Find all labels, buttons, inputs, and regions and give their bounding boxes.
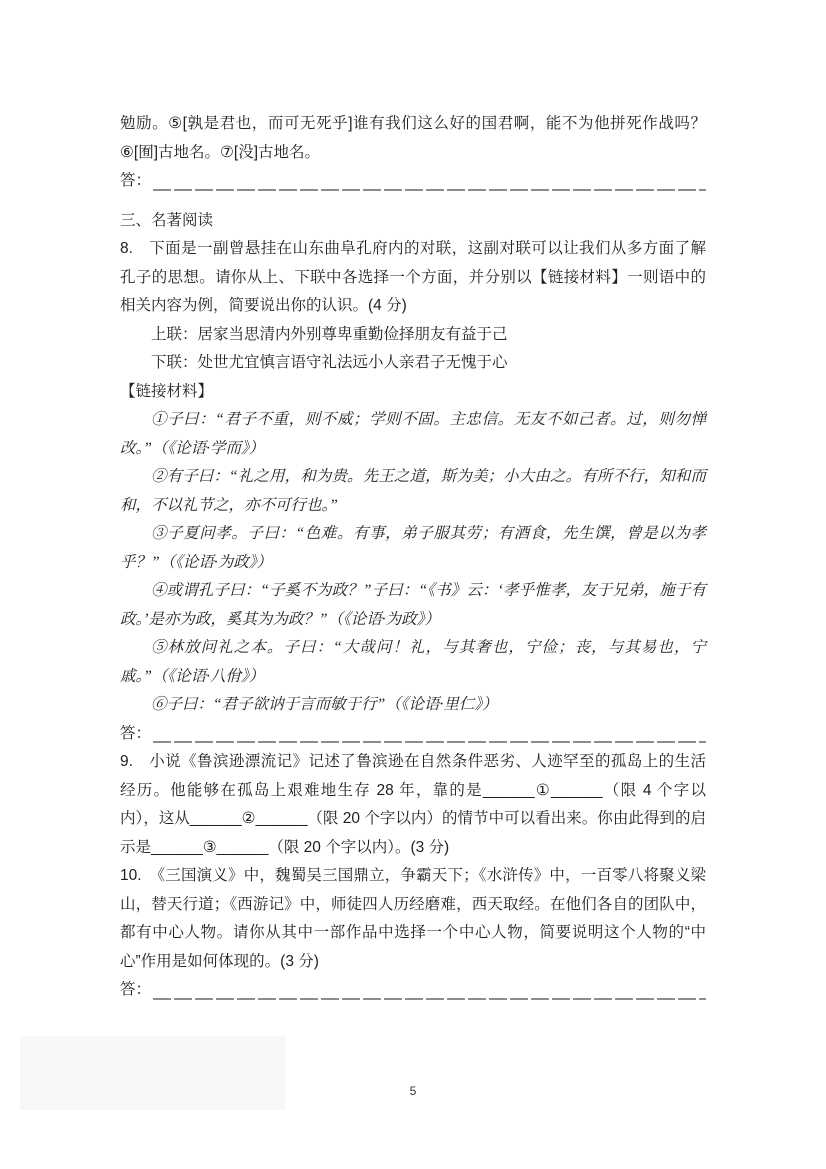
answer-row-notes <box>120 167 706 196</box>
material-heading: 【链接材料】 <box>120 382 214 400</box>
answer-blank-line <box>151 976 706 1005</box>
answer-label: 答： <box>120 172 152 189</box>
question-8-stem: 8. 下面是一副曾悬挂在山东曲阜孔府内的对联，这副对联可以让我们从多方面了解孔子的思想。请你从上、下联中各选择一个方面，并分别以【链接材料】一则语中的相关内容为例，简要说出你的认识。(4 分) <box>120 240 706 314</box>
answer-label: 答： <box>120 724 152 742</box>
page-number: 5 <box>409 1084 417 1098</box>
answer-blank-line <box>151 167 706 196</box>
material-item-2: ②有子曰：“礼之用，和为贵。先王之道，斯为美；小大由之。有所不行，知和而和，不以礼节之，亦不可行也。” <box>120 468 706 514</box>
answer-row-q8 <box>120 720 706 749</box>
question-10-stem: 10. 《三国演义》中，魏蜀吴三国鼎立，争霸天下；《水浒传》中，一百零八将聚义梁山，替天行道；《西游记》中，师徒四人历经磨难，西天取经。在他们各自的团队中，都有中心人物。请你从其中一部作品中选择一个中心人物，简要说明这个人物的“中心”作用是如何体现的。(3 分) <box>120 867 706 970</box>
answer-blank-line <box>151 720 706 749</box>
question-9-stem: 9. 小说《鲁滨逊漂流记》记述了鲁滨逊在自然条件恶劣、人迹罕至的孤岛上的生活经历。他能够在孤岛上艰难地生存 28 年，靠的是______①______（限 4 个字以内），这从______②______（限 20 个字以内）的情节中可以看出来。你由此得到的启示是______③______（限 20 个字以内）。(3 分) <box>120 753 706 856</box>
couplet-lower: 下联：处世尤宜慎言语守礼法远小人亲君子无愧于心 <box>151 354 508 371</box>
section-title: 三、名著阅读 <box>120 211 214 229</box>
notes-continuation-text: 勉励。⑤[孰是君也，而可无死乎]谁有我们这么好的国君啊，能不为他拼死作战吗？⑥[囿]古地名。⑦[没]古地名。 <box>120 115 706 161</box>
answer-row-q10 <box>120 976 706 1005</box>
material-item-3: ③子夏问孝。子曰：“色难。有事，弟子服其劳；有酒食，先生馔，曾是以为孝乎？”（《论语·为政》） <box>120 525 706 571</box>
couplet-upper: 上联：居家当思清内外别尊卑重勤俭择朋友有益于己 <box>151 325 508 343</box>
material-item-6: ⑥子曰：“君子欲讷于言而敏于行”（《论语·里仁》） <box>151 696 498 713</box>
material-item-5: ⑤林放问礼之本。子曰：“大哉问！礼，与其奢也，宁俭；丧，与其易也，宁戚。”（《论语·八佾》） <box>120 639 706 685</box>
answer-label: 答： <box>120 981 152 998</box>
material-item-4: ④或谓孔子曰：“子奚不为政？”子曰：“《书》云：‘孝乎惟孝，友于兄弟，施于有政。’是亦为政，奚其为为政？”（《论语·为政》） <box>120 582 706 628</box>
material-item-1: ①子曰：“君子不重，则不威；学则不固。主忠信。无友不如己者。过，则勿惮改。”（《论语·学而》） <box>120 411 706 457</box>
